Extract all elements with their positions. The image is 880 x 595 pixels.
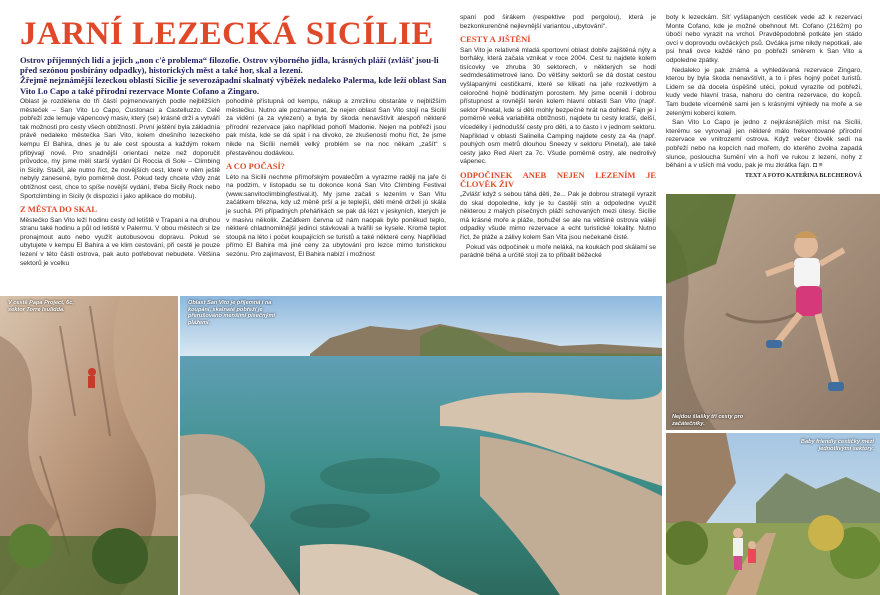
body-paragraph: Léto na Sicílii nechme přímořským povalečům a vyrazme raději na jaře či na podzim, v listopadu se tu dokonce koná San Vito Climbing Festival (www.sanvitoclimbingfestival.it). My jsme začali s lezením v San Vitu začátkem března, kdy už měně prší a je teplejší, děti méně drželi jú skála je suchá. Při případných přeháňkách se pak dá lézt v jeskyních, kterých je v masivu několik. Začátkem června už nám naopak bylo poněkud teplo, některé chladnomilnější jedinci stávkovali a tvářili se kysele. Kromě teplot stoupá na léto i počet koupajících se turistů a také některé ceny. Například přímo El Bahira má jiné ceny za ubytování pro lezce mimo turistickou sezónu. Pro zajímavost, El Bahira nabízí i možnost — [226, 173, 446, 258]
photo-children-trail — [666, 433, 880, 595]
article-lead — [20, 55, 448, 96]
text-column-1 — [20, 98, 220, 269]
section-heading: ODPOČINEK ANEB NEJEN LEZENÍM JE ČLOVĚK ŽIV — [460, 170, 656, 189]
body-paragraph: spaní pod širákem (respektive pod pergolou), která je bezkonkurenčně nejlevnější variantou „ubytování“. — [460, 14, 656, 30]
text-column-4 — [666, 14, 862, 180]
coast-image — [180, 296, 662, 595]
author-credit: TEXT A FOTO KATEŘINA BLECHEROVÁ — [744, 172, 862, 179]
photo-caption: Nejdou šlašky tří cesty pro začátečníky. — [672, 414, 744, 427]
body-paragraph: San Vito je relativně mladá sportovní oblast dobře zajištěná nýty a borháky, která začala vznikat v roce 2004. Cest tu najdete kolem tisícovky ve zhruba 30 sektorech, v některých se hodí sedmdesátimetrové lano. Do většiny sektorů se dá dostat cestou vyšlapanými cestičkami, které se klikatí na jaře rozkvetlým a celoročně hojně bodlinatým porostem. My jsme ocenili i dobrou přístupnost a rovnější terén kolem hlavní oblasti San Vito (např. sektor Pinetal, kde si děti mohly bezpečně hrát na dohled. Fajn je i poměrně velká variabilita obtížností, najdete tu cesty kratší, delší, vícedélky i jednodušší cesty pro děti, a to často i v jednom sektoru. Například v oblasti Salinella Camping najdete cesty za 4a (např. pouhých osm metrů dlouhou Sneezy v sektoru Pinetal), ale také cesty jako Red Alert za 7c. Všude poměrně ostrý, ale nedrolivý vápenec. — [460, 46, 656, 166]
photo-child-climbing — [666, 194, 880, 430]
photo-caption: V cestě Papa Project, 6c, sektor Torre Isulidda. — [8, 300, 74, 313]
body-paragraph: Oblast je rozdělena do tří částí pojmenovaných podle nejbližších městeček – San Vito Lo Capo, Custonaci a Castelluzzo. Celé pobřeží zde lemuje vápencový masiv, který (se) krásně drží a vytváří tak možnosti pro cesty všech obtížností. První ještění byla základnía právě nedaleko městečka San Vito, kolem dnešního lezeckého kempu El Bahira, dnes je tu ale cest spousta a každým rokem přibývají nové. Pro snadnější orientaci nelze než doporučit průvodce, my jsme měli starší vydání Di Roccia di Sole – Climbing in Sicily. Stačil, ale nutno říct, že novějších cest, které v něm ještě nebyly zanesené, bylo poměrně dost. Pokud tedy chcete vždy znát obtížnost cest, chce to spíše novější vydání, třeba Sicily Rock nebo Sportclimbing in Sicily (k dispozici i jako aplikace do mobilu). — [20, 98, 220, 200]
photo-caption: Oblast San Vito je příjemná i na koupání, skalnaté pobřeží je přerušováno menšími písečnými plážemi. — [188, 300, 276, 326]
trail-image — [666, 433, 880, 595]
body-paragraph: boty k lezeckám. Síť vyšlapaných cestiček vede až k rezervaci Monte Cofano, kde je možné obehnout Mt. Cofano (2162m) po úbočí nebo vyrazit na vrchol. Pravděpodobně potkáte jen stádo ovcí v doprovodu ovčáckých psů. Ovčáka jsme nikdy nepotkali, ale psi hnali ovce každé ráno po pobřeží směrem k San Vito a odpoledne zpátky. — [666, 14, 862, 64]
lead-paragraph-1: Ostrov příjemných lidí a jejich „non c'è problema“ filozofie. Ostrov výborného jídla, krásných pláží (zvlášť jsou-li před sezónou posbírány odpadky), historických měst a také hor, skal a lezení. — [20, 55, 439, 76]
body-paragraph: „Zvlášť když s sebou táhá děti, že... Pak je dobrou strategií vyrazit do skal dopoledne, kdy je tu častěji stín a odpoledne využít některou z malých písečných pláží schovaných mezi útesy. Sicílie má krásné moře a pláže, bohužel se ale na většině ostrova válejí odpadky všude mimo rezervace a echt turistické lokality. Nutno říct, že pláže a zálivy kolem San Vita jsou nečekaně čisté. — [460, 191, 656, 241]
body-paragraph: Nedaleko je pak známá a vyhledávaná rezervace Zingaro, kterou by byla škoda nenavštívit, a to i přes hojný počet turistů. Lidem se dá docela úspěšně utéci, pokud vyrazíte od pobřeží, kudy vede hlavní trasa, nahoru do centra rezervace, do kopců. Tam budete víceméně sami jen s krásnými výhledy na moře a se zelenými kobercí kolem. — [666, 66, 862, 117]
child-climbing-image — [666, 194, 880, 430]
section-heading: CESTY A JIŠTĚNÍ — [460, 34, 531, 45]
article-title: JARNÍ LEZECKÁ SICÍLIE — [20, 16, 434, 52]
body-paragraph: Městečko San Vito leží hodinu cesty od letiště v Trapani a na druhou stranu také hodinu a půl od letiště v Palermu. V obou městech si lze pronajmout auto nebo využít autobusovou dopravu. Pokud se ubytujete v kempu El Bahira a ve klim cestování, při cestě je pouze lezení v této části ostrova, pak auto potřebovat nebudete. Většina sektorů je vcelku — [20, 216, 221, 267]
photo-coast-sea — [180, 296, 662, 595]
rock-wall-image — [0, 296, 178, 595]
photo-caption: Baby friendly cestičky mezi jednotlivými sektory. — [800, 439, 874, 452]
body-paragraph: pohodlně přístupná od kempu, nákup a zmrzlinu obstaráte v nejbližším městečku. Nutno ale poznamenat, že nejen oblast San Vito stojí na Sicílii za vidění (a za vylezení) a byla by škoda nenavštívit alespoň některé přírodní rezervace jako například pohoří Madonie. Nejen na pobřeží jsou pak místa, kde se dá spát i na divoko, ze zkušenosti mohu říct, že jsme nikde na Sicílii neměli velký problém se na noc někam „zašít“ s přestavěnou dodávkou. — [226, 98, 446, 157]
photo-climber-rock-wall — [0, 296, 178, 595]
section-heading: Z MĚSTA DO SKAL — [20, 204, 98, 215]
lead-paragraph-2: Žřejmě nejznámější lezeckou oblastí Sicílie je severozápadní skalnatý výběžek nedaleko Palerma, kde leží oblast San Vito Lo Capo a také přírodní rezervace Monte Cofano a Zingaro. — [20, 75, 447, 96]
section-heading: A CO POČASÍ? — [226, 161, 286, 172]
body-paragraph: San Vito Lo Capo je jedno z nejkrásnějších míst na Sicílii, kterému se vyrovnají jen některé málo frekventované přírodní rezervace ve vnitrozemí ostrova. Když večer člověk sedí na pobřeží nebo na kopcích nad mořem, do kterého zvolna zapadá slunce, posloucha šumění vln a hoří ve rukou z lezení, nohy z běhání a v uších má vodu, pak je mu zkrátka fajn. ◘ ≡ — [666, 119, 862, 170]
text-column-2 — [226, 98, 446, 261]
body-paragraph: Pokud vás odpočinek u moře neláká, na koukách pod skálami se parádně běhá a určitě stojí za to přibalit běžecké — [460, 243, 656, 260]
text-column-3 — [460, 14, 656, 262]
